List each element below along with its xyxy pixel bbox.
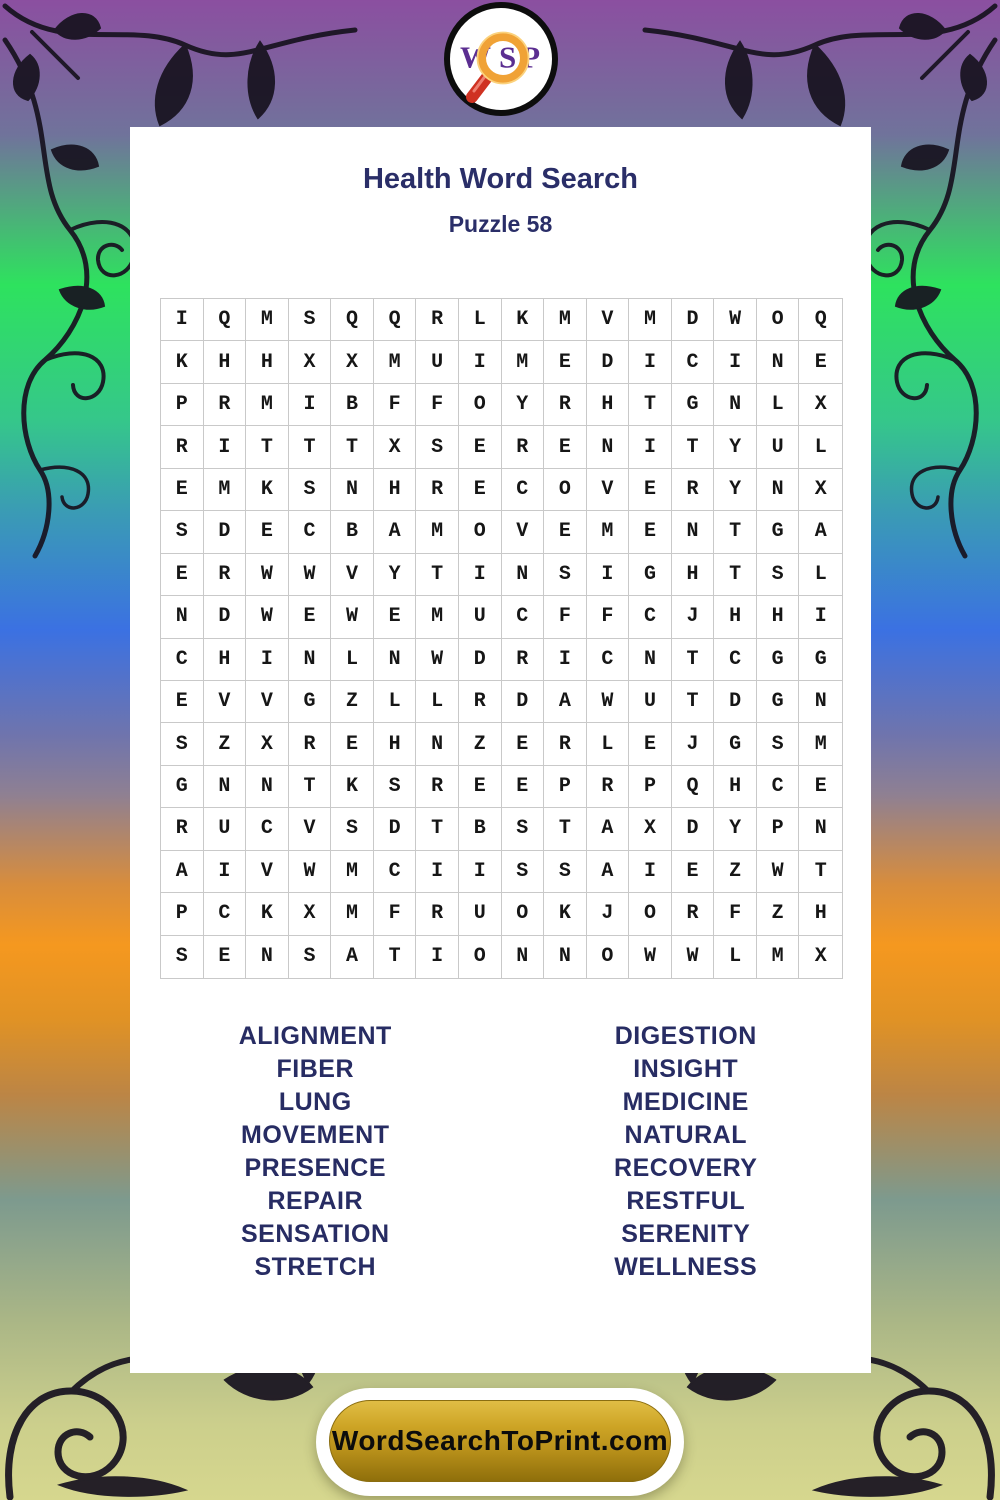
grid-cell-r16c16: X: [814, 945, 827, 969]
grid-cell-r7c12: G: [629, 554, 672, 596]
word-item: REPAIR: [267, 1187, 364, 1215]
grid-cell-r15c1: P: [161, 893, 204, 935]
grid-cell-r14c1: A: [161, 851, 204, 893]
grid-cell-r4c9: R: [502, 426, 545, 468]
grid-cell-r4c4: T: [289, 426, 332, 468]
grid-cell-r10c15: G: [757, 681, 800, 723]
grid-cell-r16c2: E: [204, 936, 247, 978]
grid-cell-r3c7: F: [416, 384, 459, 426]
grid-cell-r7c13: H: [672, 554, 715, 596]
grid-cell-r12c8: E: [459, 766, 502, 808]
grid-cell-r14c10: S: [544, 851, 587, 893]
grid-cell-r3c10: R: [544, 384, 587, 426]
grid-cell-r5c2: M: [204, 469, 247, 511]
grid-cell-r5c12: E: [629, 469, 672, 511]
grid-cell-r1c8: L: [459, 299, 502, 341]
grid-cell-r16c8: O: [459, 936, 502, 978]
grid-cell-r14c3: V: [246, 851, 289, 893]
grid-cell-r5c7: R: [416, 469, 459, 511]
grid-cell-r16c4: S: [289, 936, 332, 978]
grid-cell-r14c16: T: [799, 851, 842, 893]
grid-cell-r12c14: H: [714, 766, 757, 808]
grid-cell-r12c9: E: [502, 766, 545, 808]
grid-cell-r1c11: V: [587, 299, 630, 341]
grid-cell-r5c1: E: [161, 469, 204, 511]
grid-cell-r1c6: Q: [374, 299, 417, 341]
grid-cell-r8c5: W: [331, 596, 374, 638]
word-item: SERENITY: [621, 1220, 751, 1248]
grid-cell-r10c3: V: [246, 681, 289, 723]
logo-letter: S: [499, 39, 517, 75]
grid-cell-r15c3: K: [246, 893, 289, 935]
grid-cell-r15c7: R: [416, 893, 459, 935]
grid-cell-r15c16: H: [799, 893, 842, 935]
grid-cell-r2c15: N: [757, 341, 800, 383]
grid-cell-r9c3: I: [246, 639, 289, 681]
grid-cell-r3c9: Y: [502, 384, 545, 426]
grid-cell-r10c9: D: [502, 681, 545, 723]
grid-cell-r3c15: L: [757, 384, 800, 426]
grid-cell-r10c13: T: [672, 681, 715, 723]
grid-cell-r6c6: A: [374, 511, 417, 553]
grid-cell-r2c10: E: [544, 341, 587, 383]
grid-cell-r14c7: I: [416, 851, 459, 893]
grid-cell-r1c9: K: [502, 299, 545, 341]
grid-cell-r16c14: L: [714, 936, 757, 978]
grid-cell-r12c12: P: [629, 766, 672, 808]
word-item: PRESENCE: [244, 1154, 387, 1182]
grid-cell-r6c4: C: [289, 511, 332, 553]
grid-cell-r2c1: K: [161, 341, 204, 383]
grid-cell-r9c2: H: [204, 639, 247, 681]
grid-cell-r4c6: X: [374, 426, 417, 468]
grid-cell-r3c4: I: [289, 384, 332, 426]
grid-cell-r6c11: M: [587, 511, 630, 553]
grid-cell-r9c13: T: [672, 639, 715, 681]
grid-cell-r11c5: E: [331, 723, 374, 765]
grid-cell-r4c1: R: [161, 426, 204, 468]
grid-cell-r13c1: R: [161, 808, 204, 850]
magnifier-icon: [450, 8, 552, 110]
grid-cell-r2c8: I: [459, 341, 502, 383]
grid-cell-r14c14: Z: [714, 851, 757, 893]
grid-cell-r14c8: I: [459, 851, 502, 893]
grid-cell-r2c7: U: [416, 341, 459, 383]
grid-cell-r7c15: S: [757, 554, 800, 596]
letter-grid: [160, 298, 843, 979]
grid-cell-r2c11: D: [587, 341, 630, 383]
grid-cell-r8c12: C: [629, 596, 672, 638]
grid-cell-r12c5: K: [331, 766, 374, 808]
word-item: RESTFUL: [626, 1187, 746, 1215]
grid-cell-r6c16: A: [799, 511, 842, 553]
grid-cell-r4c13: T: [672, 426, 715, 468]
word-item: SENSATION: [241, 1220, 390, 1248]
grid-cell-r7c2: R: [204, 554, 247, 596]
grid-cell-r10c7: L: [416, 681, 459, 723]
grid-cell-r16c3: N: [246, 936, 289, 978]
grid-cell-r15c10: K: [544, 893, 587, 935]
grid-cell-r16c15: M: [757, 936, 800, 978]
grid-cell-r1c10: M: [544, 299, 587, 341]
grid-cell-r13c10: T: [544, 808, 587, 850]
grid-cell-r14c11: A: [587, 851, 630, 893]
logo-letter: W: [460, 39, 491, 75]
grid-cell-r6c14: T: [714, 511, 757, 553]
word-item: STRETCH: [254, 1253, 377, 1281]
word-item: DIGESTION: [614, 1022, 757, 1050]
grid-cell-r11c4: R: [289, 723, 332, 765]
grid-cell-r12c4: T: [289, 766, 332, 808]
grid-cell-r11c16: M: [799, 723, 842, 765]
grid-cell-r3c3: M: [246, 384, 289, 426]
word-list-column: [130, 1020, 501, 1284]
website-button-label: WordSearchToPrint.com: [331, 1425, 669, 1456]
grid-cell-r6c5: B: [331, 511, 374, 553]
grid-cell-r10c6: L: [374, 681, 417, 723]
grid-cell-r11c13: J: [672, 723, 715, 765]
grid-cell-r11c3: X: [246, 723, 289, 765]
grid-cell-r7c3: W: [246, 554, 289, 596]
grid-cell-r12c13: Q: [672, 766, 715, 808]
grid-cell-r10c14: D: [714, 681, 757, 723]
grid-cell-r8c6: E: [374, 596, 417, 638]
word-item: INSIGHT: [633, 1055, 739, 1083]
grid-cell-r6c12: E: [629, 511, 672, 553]
grid-cell-r6c9: V: [502, 511, 545, 553]
grid-cell-r1c2: Q: [204, 299, 247, 341]
grid-cell-r2c6: M: [374, 341, 417, 383]
grid-cell-r8c1: N: [161, 596, 204, 638]
grid-cell-r5c6: H: [374, 469, 417, 511]
grid-cell-r11c11: L: [587, 723, 630, 765]
grid-cell-r7c11: I: [587, 554, 630, 596]
grid-cell-r1c5: Q: [331, 299, 374, 341]
grid-cell-r8c10: F: [544, 596, 587, 638]
grid-cell-r6c1: S: [161, 511, 204, 553]
word-item: RECOVERY: [614, 1154, 758, 1182]
grid-cell-r5c11: V: [587, 469, 630, 511]
grid-cell-r3c8: O: [459, 384, 502, 426]
grid-cell-r1c14: W: [714, 299, 757, 341]
grid-cell-r4c12: I: [629, 426, 672, 468]
grid-cell-r9c5: L: [331, 639, 374, 681]
grid-cell-r13c7: T: [416, 808, 459, 850]
grid-cell-r14c6: C: [374, 851, 417, 893]
grid-cell-r9c6: N: [374, 639, 417, 681]
grid-cell-r2c2: H: [204, 341, 247, 383]
grid-cell-r13c14: Y: [714, 808, 757, 850]
grid-cell-r16c7: I: [416, 936, 459, 978]
grid-cell-r16c6: T: [374, 936, 417, 978]
site-logo[interactable]: [444, 2, 558, 116]
grid-cell-r11c7: N: [416, 723, 459, 765]
grid-cell-r2c13: C: [672, 341, 715, 383]
grid-cell-r3c2: R: [204, 384, 247, 426]
word-item: LUNG: [278, 1088, 352, 1116]
grid-cell-r4c15: U: [757, 426, 800, 468]
word-list-column: [501, 1020, 872, 1284]
grid-cell-r3c5: B: [331, 384, 374, 426]
grid-cell-r10c2: V: [204, 681, 247, 723]
grid-cell-r2c4: X: [289, 341, 332, 383]
grid-cell-r8c9: C: [502, 596, 545, 638]
grid-cell-r4c3: T: [246, 426, 289, 468]
grid-cell-r4c2: I: [204, 426, 247, 468]
grid-cell-r5c3: K: [246, 469, 289, 511]
grid-cell-r16c13: W: [672, 936, 715, 978]
grid-cell-r10c4: G: [289, 681, 332, 723]
grid-cell-r6c8: O: [459, 511, 502, 553]
grid-cell-r1c15: O: [757, 299, 800, 341]
website-button[interactable]: [316, 1388, 684, 1496]
grid-cell-r5c15: N: [757, 469, 800, 511]
grid-cell-r9c10: I: [544, 639, 587, 681]
grid-cell-r16c9: N: [502, 936, 545, 978]
grid-cell-r13c13: D: [672, 808, 715, 850]
grid-cell-r13c16: N: [799, 808, 842, 850]
grid-cell-r7c7: T: [416, 554, 459, 596]
grid-cell-r14c4: W: [289, 851, 332, 893]
grid-cell-r4c8: E: [459, 426, 502, 468]
grid-cell-r8c2: D: [204, 596, 247, 638]
grid-cell-r14c2: I: [204, 851, 247, 893]
grid-cell-r3c13: G: [672, 384, 715, 426]
grid-cell-r5c4: S: [289, 469, 332, 511]
grid-cell-r16c11: O: [587, 936, 630, 978]
grid-cell-r13c8: B: [459, 808, 502, 850]
grid-cell-r1c7: R: [416, 299, 459, 341]
grid-cell-r10c5: Z: [331, 681, 374, 723]
word-item: WELLNESS: [614, 1253, 758, 1281]
grid-cell-r13c6: D: [374, 808, 417, 850]
grid-cell-r5c5: N: [331, 469, 374, 511]
grid-cell-r11c15: S: [757, 723, 800, 765]
grid-cell-r4c11: N: [587, 426, 630, 468]
word-item: ALIGNMENT: [238, 1022, 392, 1050]
grid-cell-r12c3: N: [246, 766, 289, 808]
grid-cell-r13c4: V: [289, 808, 332, 850]
grid-cell-r10c1: E: [161, 681, 204, 723]
word-item: FIBER: [276, 1055, 354, 1083]
grid-cell-r3c11: H: [587, 384, 630, 426]
grid-cell-r4c16: L: [799, 426, 842, 468]
grid-cell-r7c8: I: [459, 554, 502, 596]
grid-cell-r15c15: Z: [757, 893, 800, 935]
grid-cell-r6c13: N: [672, 511, 715, 553]
word-item: NATURAL: [624, 1121, 747, 1149]
grid-cell-r2c12: I: [629, 341, 672, 383]
grid-cell-r4c14: Y: [714, 426, 757, 468]
grid-cell-r8c15: H: [757, 596, 800, 638]
grid-cell-r15c8: U: [459, 893, 502, 935]
grid-cell-r12c2: N: [204, 766, 247, 808]
grid-cell-r9c16: G: [799, 639, 842, 681]
grid-cell-r9c7: W: [416, 639, 459, 681]
grid-cell-r9c11: C: [587, 639, 630, 681]
grid-cell-r8c3: W: [246, 596, 289, 638]
grid-cell-r11c2: Z: [204, 723, 247, 765]
grid-cell-r1c4: S: [289, 299, 332, 341]
puzzle-card: [130, 127, 871, 1373]
grid-cell-r7c9: N: [502, 554, 545, 596]
grid-cell-r6c2: D: [204, 511, 247, 553]
grid-cell-r1c13: D: [672, 299, 715, 341]
grid-cell-r13c9: S: [502, 808, 545, 850]
grid-cell-r2c16: E: [799, 341, 842, 383]
word-item: MEDICINE: [622, 1088, 749, 1116]
grid-cell-r12c11: R: [587, 766, 630, 808]
grid-cell-r5c9: C: [502, 469, 545, 511]
grid-cell-r12c15: C: [757, 766, 800, 808]
grid-cell-r2c14: I: [714, 341, 757, 383]
grid-cell-r1c3: M: [246, 299, 289, 341]
grid-cell-r11c10: R: [544, 723, 587, 765]
grid-cell-r15c6: F: [374, 893, 417, 935]
grid-cell-r13c11: A: [587, 808, 630, 850]
grid-cell-r11c14: G: [714, 723, 757, 765]
grid-cell-r11c12: E: [629, 723, 672, 765]
grid-cell-r11c6: H: [374, 723, 417, 765]
grid-cell-r15c12: O: [629, 893, 672, 935]
grid-cell-r1c1: I: [161, 299, 204, 341]
grid-cell-r8c16: I: [799, 596, 842, 638]
grid-cell-r3c16: X: [799, 384, 842, 426]
grid-cell-r12c16: E: [799, 766, 842, 808]
grid-cell-r15c5: M: [331, 893, 374, 935]
grid-cell-r3c1: P: [161, 384, 204, 426]
grid-cell-r6c15: G: [757, 511, 800, 553]
grid-cell-r8c11: F: [587, 596, 630, 638]
grid-cell-r9c8: D: [459, 639, 502, 681]
grid-cell-r15c13: R: [672, 893, 715, 935]
grid-cell-r5c14: Y: [714, 469, 757, 511]
grid-cell-r7c16: L: [799, 554, 842, 596]
grid-cell-r12c1: G: [161, 766, 204, 808]
grid-cell-r5c10: O: [544, 469, 587, 511]
grid-cell-r16c12: W: [629, 936, 672, 978]
grid-cell-r15c2: C: [204, 893, 247, 935]
grid-cell-r1c12: M: [629, 299, 672, 341]
grid-cell-r13c3: C: [246, 808, 289, 850]
grid-cell-r10c10: A: [544, 681, 587, 723]
grid-cell-r6c10: E: [544, 511, 587, 553]
grid-cell-r7c5: V: [331, 554, 374, 596]
grid-cell-r9c15: G: [757, 639, 800, 681]
grid-cell-r12c10: P: [544, 766, 587, 808]
grid-cell-r9c4: N: [289, 639, 332, 681]
grid-cell-r14c5: M: [331, 851, 374, 893]
grid-cell-r9c1: C: [161, 639, 204, 681]
grid-cell-r15c4: X: [289, 893, 332, 935]
grid-cell-r12c7: R: [416, 766, 459, 808]
grid-cell-r5c13: R: [672, 469, 715, 511]
grid-cell-r16c5: A: [331, 936, 374, 978]
word-list: [130, 1020, 871, 1284]
grid-cell-r10c12: U: [629, 681, 672, 723]
grid-cell-r3c12: T: [629, 384, 672, 426]
grid-cell-r12c6: S: [374, 766, 417, 808]
grid-cell-r13c2: U: [204, 808, 247, 850]
grid-cell-r10c11: W: [587, 681, 630, 723]
grid-cell-r11c1: S: [161, 723, 204, 765]
grid-cell-r4c7: S: [416, 426, 459, 468]
grid-cell-r14c13: E: [672, 851, 715, 893]
grid-cell-r14c15: W: [757, 851, 800, 893]
grid-cell-r10c16: N: [799, 681, 842, 723]
grid-cell-r15c14: F: [714, 893, 757, 935]
word-item: MOVEMENT: [241, 1121, 390, 1149]
grid-cell-r14c12: I: [629, 851, 672, 893]
grid-cell-r8c13: J: [672, 596, 715, 638]
grid-cell-r4c10: E: [544, 426, 587, 468]
grid-cell-r7c10: S: [544, 554, 587, 596]
grid-cell-r7c1: E: [161, 554, 204, 596]
grid-cell-r2c9: M: [502, 341, 545, 383]
grid-cell-r8c8: U: [459, 596, 502, 638]
grid-cell-r2c3: H: [246, 341, 289, 383]
grid-cell-r4c5: T: [331, 426, 374, 468]
grid-cell-r15c9: O: [502, 893, 545, 935]
grid-cell-r6c7: M: [416, 511, 459, 553]
grid-cell-r9c12: N: [629, 639, 672, 681]
website-button-face[interactable]: [329, 1400, 671, 1482]
grid-cell-r8c7: M: [416, 596, 459, 638]
grid-cell-r8c4: E: [289, 596, 332, 638]
grid-cell-r13c15: P: [757, 808, 800, 850]
grid-cell-r7c6: Y: [374, 554, 417, 596]
grid-cell-r7c4: W: [289, 554, 332, 596]
grid-cell-r16c1: S: [161, 936, 204, 978]
grid-cell-r6c3: E: [246, 511, 289, 553]
grid-cell-r16c10: N: [544, 936, 587, 978]
grid-cell-r5c8: E: [459, 469, 502, 511]
grid-cell-r8c14: H: [714, 596, 757, 638]
grid-cell-r9c9: R: [502, 639, 545, 681]
grid-cell-r5c16: X: [799, 469, 842, 511]
grid-cell-r7c14: T: [714, 554, 757, 596]
grid-cell-r11c8: Z: [459, 723, 502, 765]
grid-cell-r11c9: E: [502, 723, 545, 765]
puzzle-number: Puzzle 58: [448, 211, 553, 237]
logo-letter: P: [521, 39, 540, 75]
grid-cell-r3c6: F: [374, 384, 417, 426]
grid-cell-r10c8: R: [459, 681, 502, 723]
grid-cell-r9c14: C: [714, 639, 757, 681]
grid-cell-r13c12: X: [629, 808, 672, 850]
page-title: Health Word Search: [362, 163, 639, 195]
grid-cell-r15c11: J: [587, 893, 630, 935]
grid-cell-r13c5: S: [331, 808, 374, 850]
grid-cell-r2c5: X: [331, 341, 374, 383]
grid-cell-r3c14: N: [714, 384, 757, 426]
grid-cell-r14c9: S: [502, 851, 545, 893]
grid-cell-r1c16: Q: [799, 299, 842, 341]
